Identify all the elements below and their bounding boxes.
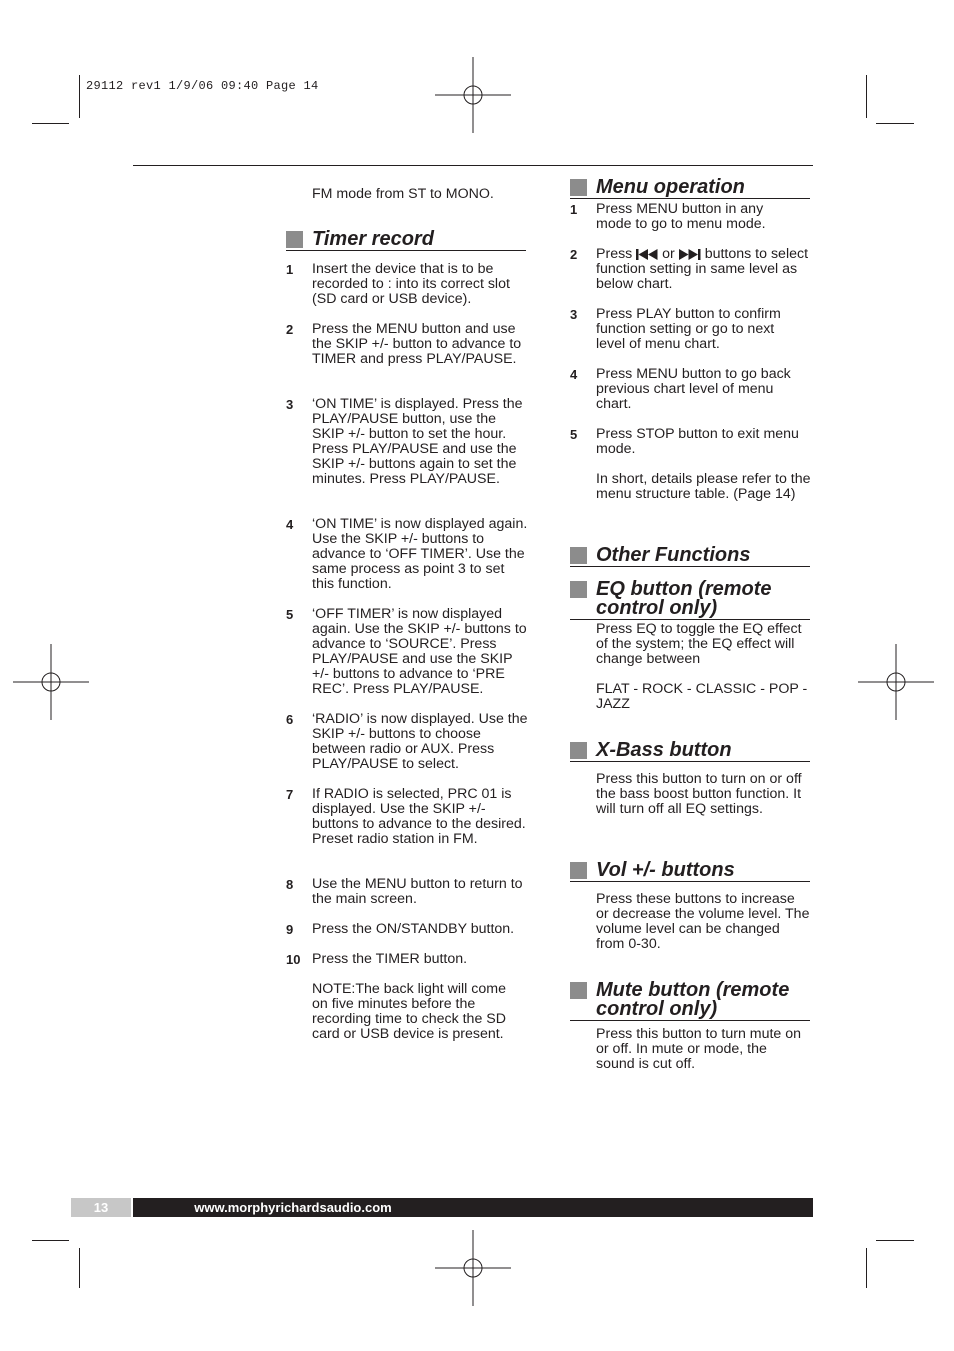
menu-operation-heading: Menu operation [570, 178, 810, 199]
page-number: 13 [71, 1198, 131, 1217]
skip-forward-icon [679, 249, 701, 260]
mute-button-heading: Mute button (remote control only) [570, 981, 810, 1021]
header-rule [133, 165, 813, 166]
other-functions-heading: Other Functions [570, 546, 810, 567]
print-slug: 29112 rev1 1/9/06 09:40 Page 14 [86, 79, 319, 93]
xbass-button-heading: X-Bass button [570, 741, 810, 762]
heading-square [570, 547, 587, 564]
timer-record-heading: Timer record [286, 230, 526, 251]
footer-url: www.morphyrichardsaudio.com [194, 1200, 392, 1215]
eq-button-options: FLAT - ROCK - CLASSIC - POP - JAZZ [596, 681, 808, 712]
timer-note: NOTE:The back light will come on five minutes before the recording time to check the SD card or USB device is present. [312, 981, 506, 1042]
menu-short-note: In short, details please refer to the menu structure table. (Page 14) [596, 471, 811, 502]
registration-mark-bottom [435, 1230, 511, 1306]
vol-buttons-heading: Vol +/- buttons [570, 861, 810, 882]
registration-mark-right [858, 644, 934, 720]
footer-bar [133, 1198, 813, 1217]
mute-button-text: Press this button to turn mute on or off. In mute or mode, the sound is cut off. [596, 1026, 802, 1072]
vol-buttons-text: Press these buttons to increase or decrease the volume level. The volume level can be changed from 0-30. [596, 891, 810, 952]
heading-square [570, 581, 587, 598]
heading-square [570, 862, 587, 879]
xbass-button-text: Press this button to turn on or off the bass boost button function. It will turn off all EQ settings. [596, 771, 802, 817]
eq-button-text: Press EQ to toggle the EQ effect of the system; the EQ effect will change between [596, 621, 802, 667]
registration-mark-left [13, 644, 89, 720]
registration-mark-top [435, 57, 511, 133]
heading-square [570, 982, 587, 999]
skip-back-icon [636, 249, 658, 260]
eq-button-heading: EQ button (remote control only) [570, 580, 810, 620]
heading-square [570, 742, 587, 759]
heading-square [286, 231, 303, 248]
intro-text: FM mode from ST to MONO. [312, 186, 494, 202]
heading-square [570, 179, 587, 196]
